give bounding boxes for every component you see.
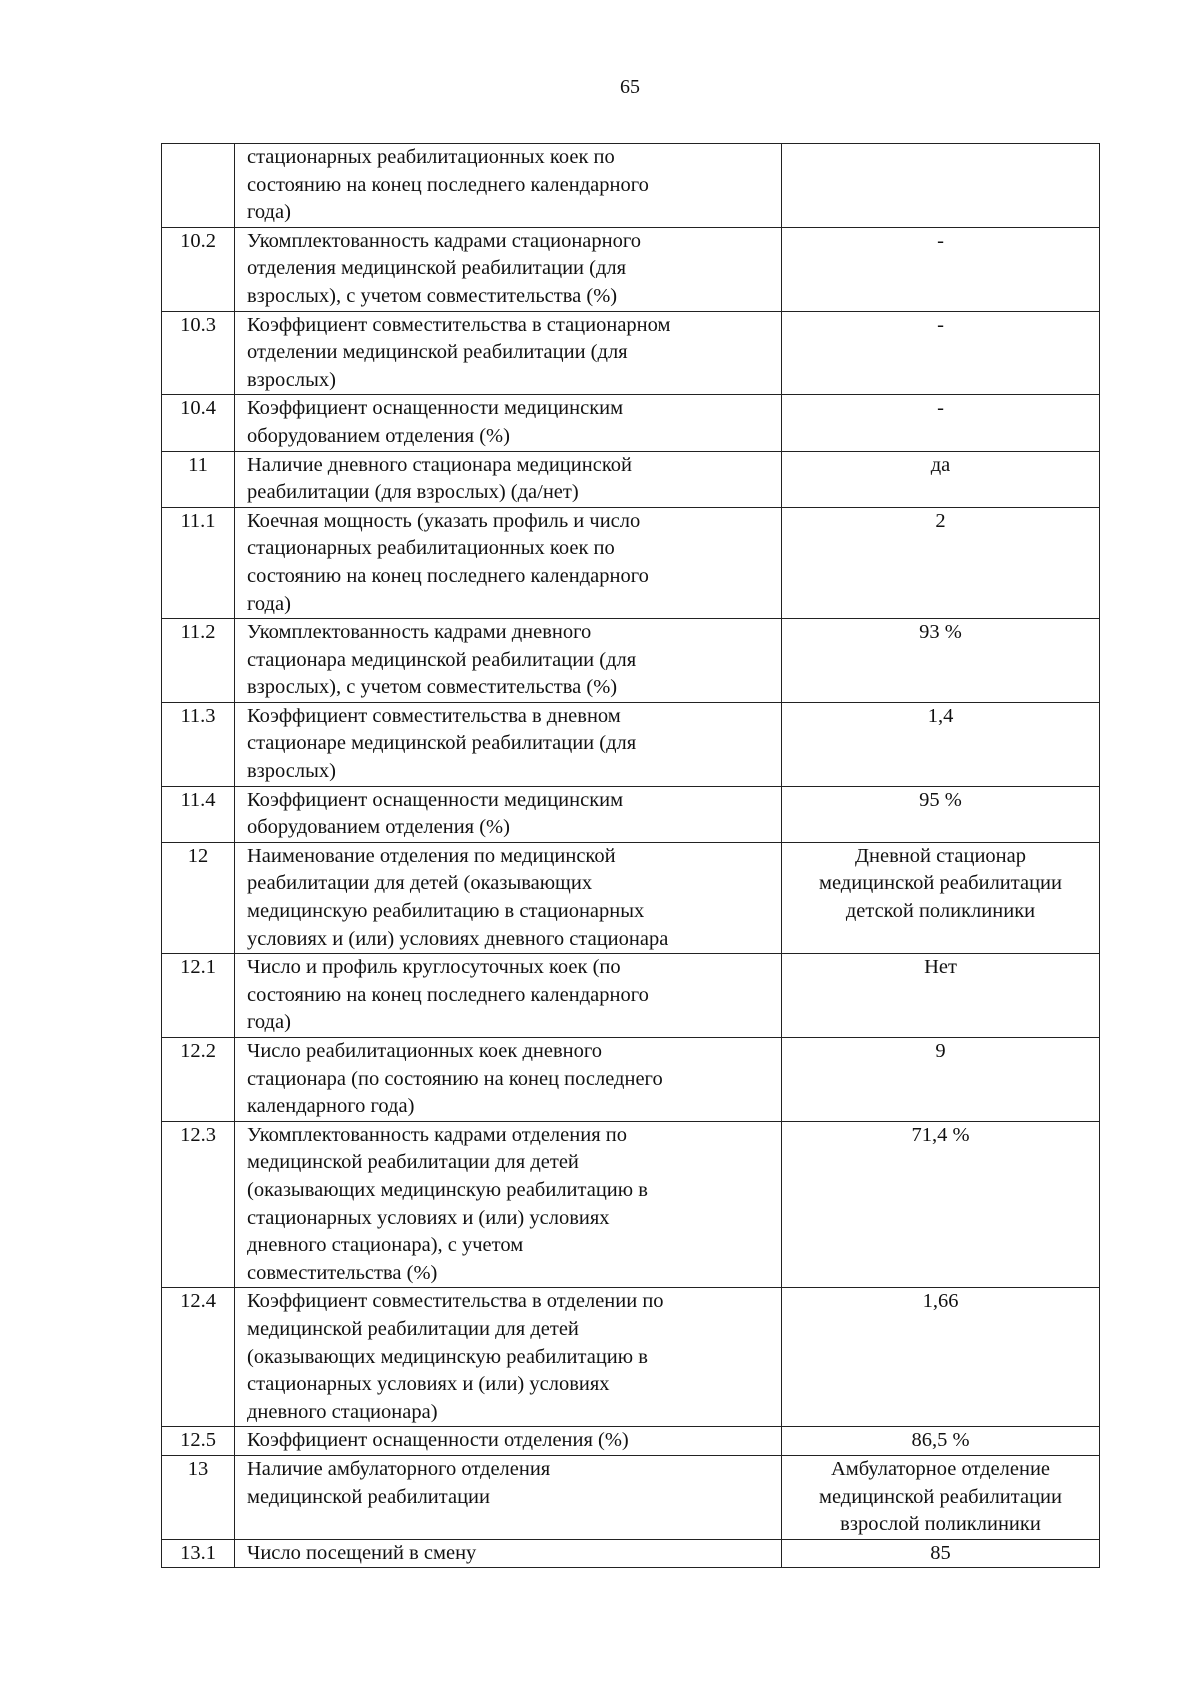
indicator-value-cell [782,1455,1100,1539]
indicator-description-cell [235,395,782,451]
row-number-cell [162,1539,235,1568]
table-row [162,1038,1100,1122]
indicator-description-line: медицинской реабилитации для детей [247,1151,579,1174]
indicator-description-line: Наличие амбулаторного отделения [247,1457,551,1480]
indicator-description-line: состоянию на конец последнего календарного [247,173,649,196]
indicator-description-cell [235,507,782,618]
indicator-description-cell [235,1038,782,1122]
indicator-value-line: взрослой поликлиники [840,1513,1041,1536]
table-row [162,1539,1100,1568]
row-number: 11.3 [180,704,216,727]
indicator-description-line: стационаре медицинской реабилитации (для [247,732,637,755]
indicator-value-line: 71,4 % [911,1123,970,1146]
row-number-cell [162,1121,235,1288]
indicator-description-line: Коэффициент совместительства в отделении по [247,1290,664,1313]
indicator-description-line: взрослых) [247,368,336,391]
indicator-description-line: Коэффициент оснащенности медицинским [247,397,624,420]
row-number-cell [162,1455,235,1539]
page-number: 65 [620,76,640,98]
row-number-cell [162,1288,235,1427]
indicator-description-line: оборудованием отделения (%) [247,816,510,839]
indicator-description-line: взрослых), с учетом совместительства (%) [247,284,618,307]
indicator-value-cell [782,1539,1100,1568]
indicator-description-line: дневного стационара) [247,1400,438,1423]
table-row [162,1455,1100,1539]
indicator-description-line: медицинскую реабилитацию в стационарных [247,900,645,923]
indicator-description-line: Коэффициент оснащенности отделения (%) [247,1429,629,1452]
row-number-cell [162,842,235,953]
row-number-cell [162,619,235,703]
row-number-cell [162,227,235,311]
table-row [162,954,1100,1038]
row-number-cell [162,451,235,507]
row-number-cell [162,786,235,842]
indicator-value-line: 2 [935,509,946,532]
row-number: 13 [187,1457,209,1480]
indicator-value-line: - [937,397,944,420]
indicator-value-line: 1,4 [927,704,954,727]
indicator-description-line: Коэффициент совместительства в дневном [247,704,621,727]
indicator-value-cell [782,842,1100,953]
indicator-value-cell [782,1288,1100,1427]
indicator-description-cell [235,619,782,703]
table-row [162,702,1100,786]
indicator-description-line: медицинской реабилитации [247,1485,490,1508]
indicator-value-cell [782,144,1100,228]
table-row [162,786,1100,842]
indicator-value-cell [782,786,1100,842]
indicator-description-line: Число посещений в смену [247,1541,477,1564]
indicator-description-line: стационарных условиях и (или) условиях [247,1373,610,1396]
table-row [162,227,1100,311]
indicator-description-line: Число реабилитационных коек дневного [247,1040,603,1062]
indicator-value-line: 1,66 [922,1290,959,1313]
table-row [162,1288,1100,1427]
indicator-description-cell [235,702,782,786]
row-number-cell [162,954,235,1038]
table-body [162,144,1100,1568]
indicator-description-cell [235,786,782,842]
indicator-description-line: года) [247,592,291,615]
indicator-value-cell [782,954,1100,1038]
indicator-description-line: реабилитации (для взрослых) (да/нет) [247,481,579,504]
row-number: 12.3 [180,1123,216,1146]
indicator-description-line: календарного года) [247,1095,415,1118]
indicator-value-cell [782,1427,1100,1456]
row-number-cell [162,702,235,786]
indicator-value-line: 9 [935,1040,946,1062]
indicator-value-cell [782,1121,1100,1288]
indicator-description-line: взрослых), с учетом совместительства (%) [247,676,618,699]
table-row [162,144,1100,228]
indicator-value-line: 86,5 % [911,1429,970,1452]
row-number: 10.2 [180,229,216,252]
indicator-value-cell [782,395,1100,451]
indicator-description-line: Коэффициент совместительства в стационарном [247,313,671,336]
indicator-description-line: состоянию на конец последнего календарного [247,564,649,587]
indicator-description-line: Наименование отделения по медицинской [247,844,616,867]
table-row [162,1427,1100,1456]
indicator-value-line: 95 % [919,788,962,811]
indicator-description-line: отделении медицинской реабилитации (для [247,341,628,364]
indicator-description-line: года) [247,201,291,224]
indicator-value-line: - [937,313,944,336]
indicator-description-line: стационара медицинской реабилитации (для [247,648,637,671]
indicator-description-cell [235,954,782,1038]
row-number-cell [162,311,235,395]
indicator-description-cell [235,1288,782,1427]
indicator-value-line: да [930,453,951,476]
row-number-cell [162,144,235,228]
indicator-description-line: условиях и (или) условиях дневного стационара [247,927,669,950]
indicator-value-line: 85 [930,1541,951,1564]
indicator-description-line: года) [247,1011,291,1034]
indicator-description-line: (оказывающих медицинскую реабилитацию в [247,1178,648,1201]
row-number: 12.2 [180,1040,216,1062]
indicator-table [161,143,1100,1568]
row-number: 10.4 [180,397,216,420]
table-row [162,395,1100,451]
table-row [162,311,1100,395]
indicator-description-line: оборудованием отделения (%) [247,424,510,447]
indicator-description-line: отделения медицинской реабилитации (для [247,257,627,280]
indicator-description-line: Число и профиль круглосуточных коек (по [247,956,621,979]
indicator-description-line: Укомплектованность кадрами стационарного [247,229,642,252]
indicator-description-line: совместительства (%) [247,1261,438,1284]
table-row [162,842,1100,953]
indicator-description-line: Укомплектованность кадрами отделения по [247,1123,627,1146]
indicator-description-line: стационарных реабилитационных коек по [247,146,615,168]
indicator-description-line: медицинской реабилитации для детей [247,1317,579,1340]
row-number: 12.5 [180,1429,216,1452]
row-number: 11.2 [180,621,216,644]
indicator-description-cell [235,227,782,311]
indicator-description-cell [235,842,782,953]
indicator-value-line: Нет [924,956,957,979]
indicator-description-line: реабилитации для детей (оказывающих [247,872,593,895]
indicator-value-line: Дневной стационар [855,844,1026,867]
table-row [162,1121,1100,1288]
row-number: 12.4 [180,1290,216,1313]
indicator-description-line: (оказывающих медицинскую реабилитацию в [247,1345,648,1368]
table-row [162,619,1100,703]
row-number: 12.1 [180,956,216,979]
indicator-description-cell [235,1427,782,1456]
indicator-value-cell [782,619,1100,703]
indicator-value-line: - [937,229,944,252]
row-number: 11 [188,453,208,476]
indicator-value-cell [782,702,1100,786]
indicator-value-line: медицинской реабилитации [819,872,1062,895]
indicator-value-cell [782,1038,1100,1122]
indicator-description-line: дневного стационара), с учетом [247,1234,524,1257]
indicator-description-line: Укомплектованность кадрами дневного [247,621,592,644]
indicator-description-line: стационарных реабилитационных коек по [247,537,615,560]
indicator-value-line: детской поликлиники [845,900,1036,923]
indicator-description-line: Коечная мощность (указать профиль и число [247,509,641,532]
table-row [162,507,1100,618]
row-number: 10.3 [180,313,216,336]
row-number-cell [162,1427,235,1456]
indicator-description-line: Коэффициент оснащенности медицинским [247,788,624,811]
row-number: 11.4 [180,788,216,811]
row-number-cell [162,395,235,451]
indicator-description-cell [235,1121,782,1288]
indicator-description-line: стационара (по состоянию на конец последнего [247,1067,663,1090]
indicator-value-cell [782,451,1100,507]
indicator-description-cell [235,1455,782,1539]
row-number-cell [162,1038,235,1122]
indicator-description-cell [235,451,782,507]
row-number: 13.1 [180,1541,216,1564]
row-number-cell [162,507,235,618]
indicator-description-line: взрослых) [247,760,336,783]
indicator-description-cell [235,311,782,395]
table-row [162,451,1100,507]
indicator-value-cell [782,311,1100,395]
indicator-value-line: 93 % [919,621,962,644]
indicator-value-line: медицинской реабилитации [819,1485,1062,1508]
row-number: 12 [187,844,209,867]
indicator-value-line: Амбулаторное отделение [830,1457,1051,1480]
indicator-value-cell [782,227,1100,311]
row-number: 11.1 [180,509,216,532]
indicator-description-cell [235,144,782,228]
indicator-description-line: состоянию на конец последнего календарного [247,983,649,1006]
indicator-description-line: стационарных условиях и (или) условиях [247,1206,610,1229]
indicator-description-cell [235,1539,782,1568]
indicator-description-line: Наличие дневного стационара медицинской [247,453,632,476]
indicator-value-cell [782,507,1100,618]
